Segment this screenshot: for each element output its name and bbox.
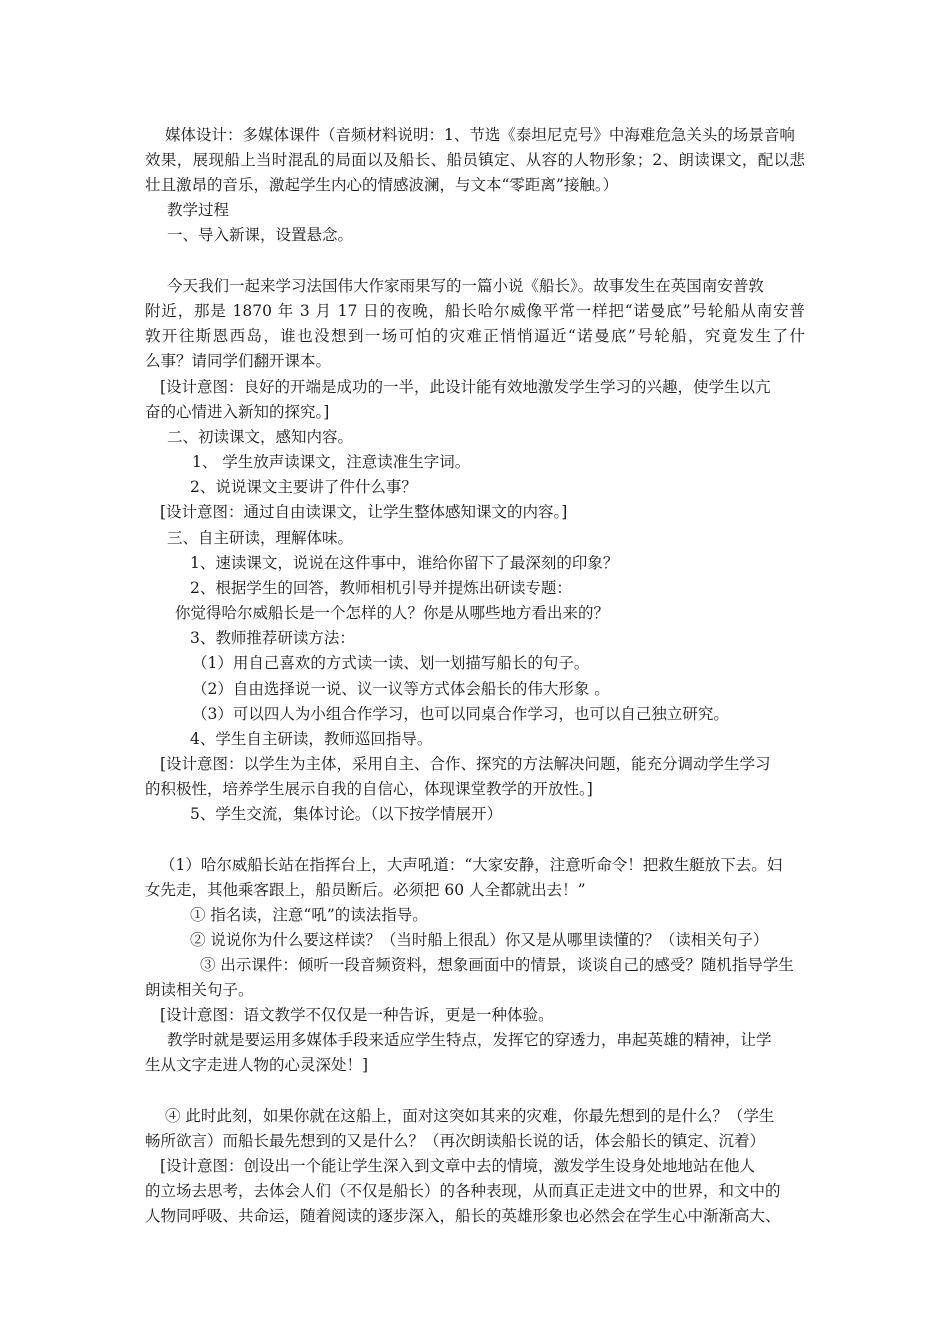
design-intent-1-line-2: 奋的心情进入新知的探究。]	[145, 403, 330, 421]
media-design-line-2: 效果，展现船上当时混乱的局面以及船长、船员镇定、从容的人物形象；2、朗读课文，配以悲	[145, 151, 805, 169]
step-2-2: 2、说说课文主要讲了件什么事？	[190, 478, 417, 496]
design-intent-3-line-2: 的积极性，培养学生展示自我的自信心，体现课堂教学的开放性。]	[145, 780, 593, 798]
step-3-1: 1、速读课文，说说在这件事中，谁给你留下了最深刻的印象？	[190, 554, 619, 572]
design-intent-4-line-2: 教学时就是要运用多媒体手段来适应学生特点，发挥它的穿透力，串起英雄的精神，让学	[167, 1031, 772, 1049]
activity-4-line-2: 畅所欲言）而船长最先想到的又是什么？（再次朗读船长说的话，体会船长的镇定、沉着）	[145, 1132, 766, 1150]
research-topic: 你觉得哈尔威船长是一个怎样的人？你是从哪些地方看出来的？	[175, 604, 610, 622]
design-intent-5-line-2: 的立场去思考，去体会人们（不仅是船长）的各种表现，从而真正走进文中的世界，和文中的	[145, 1182, 781, 1200]
intro-line-4: 么事？请同学们翻开课本。	[145, 352, 332, 370]
section-heading-teaching-process: 教学过程	[167, 201, 230, 219]
method-1: （1）用自己喜欢的方式读一读、划一划描写船长的句子。	[192, 654, 590, 672]
intro-line-1: 今天我们一起来学习法国伟大作家雨果写的一篇小说《船长》。故事发生在英国南安普敦	[167, 277, 764, 295]
activity-4-line-1: ④ 此时此刻，如果你就在这船上，面对这突如其来的灾难，你最先想到的是什么？（学生	[165, 1107, 775, 1125]
method-2: （2）自由选择说一说、议一议等方式体会船长的伟大形象 。	[192, 680, 610, 698]
section-heading-3: 三、自主研读，理解体味。	[167, 529, 354, 547]
media-design-line-1: 媒体设计：多媒体课件（音频材料说明：1、节选《泰坦尼克号》中海难危急关头的场景音响	[165, 126, 795, 144]
quote-line-1: （1）哈尔威船长站在指挥台上，大声吼道：“大家安静，注意听命令！把救生艇放下去。妇	[160, 856, 783, 874]
design-intent-4-line-3: 生从文字走进人物的心灵深处！]	[145, 1056, 369, 1074]
quote-line-2: 女先走，其他乘客跟上，船员断后。必须把 60 人全都就出去！”	[145, 881, 586, 899]
activity-3-line-2: 朗读相关句子。	[145, 981, 254, 999]
step-3-5: 5、学生交流，集体讨论。（以下按学情展开）	[190, 805, 503, 823]
design-intent-5-line-3: 人物同呼吸、共命运，随着阅读的逐步深入，船长的英雄形象也必然会在学生心中渐渐高大、	[145, 1207, 781, 1225]
step-3-3: 3、教师推荐研读方法：	[190, 629, 355, 647]
activity-3-line-1: ③ 出示课件：倾听一段音频资料，想象画面中的情景，谈谈自己的感受？随机指导学生	[200, 956, 794, 974]
design-intent-2: [设计意图：通过自由读课文，让学生整体感知课文的内容。]	[160, 503, 568, 521]
activity-1: ① 指名读，注意“吼”的读法指导。	[190, 906, 428, 924]
media-design-line-3: 壮且激昂的音乐，激起学生内心的情感波澜，与文本“零距离”接触。）	[145, 176, 619, 194]
section-heading-2: 二、初读课文，感知内容。	[167, 428, 354, 446]
section-heading-1: 一、导入新课，设置悬念。	[167, 226, 354, 244]
design-intent-1-line-1: [设计意图：良好的开端是成功的一半，此设计能有效地激发学生学习的兴趣，使学生以亢	[160, 378, 771, 396]
step-3-2: 2、根据学生的回答，教师相机引导并提炼出研读专题：	[190, 579, 572, 597]
intro-line-2: 附近，那是 1870 年 3 月 17 日的夜晚，船长哈尔威像平常一样把“诺曼底”号轮船从南安普	[145, 302, 805, 320]
intro-line-3: 敦开往斯恩西岛，谁也没想到一场可怕的灾难正悄悄逼近“诺曼底”号轮船，究竟发生了什	[145, 327, 805, 345]
method-3: （3）可以四人为小组合作学习，也可以同桌合作学习，也可以自己独立研究。	[192, 705, 729, 723]
design-intent-5-line-1: [设计意图：创设出一个能让学生深入到文章中去的情境，激发学生设身处地地站在他人	[160, 1157, 756, 1175]
step-3-4: 4、学生自主研读，教师巡回指导。	[190, 730, 433, 748]
step-2-1: 1、 学生放声读课文，注意读准生字词。	[192, 453, 471, 471]
activity-2: ② 说说你为什么要这样读？（当时船上很乱）你又是从哪里读懂的？（读相关句子）	[190, 931, 769, 949]
design-intent-4-line-1: [设计意图：语文教学不仅仅是一种告诉，更是一种体验。	[160, 1006, 554, 1024]
design-intent-3-line-1: [设计意图：以学生为主体，采用自主、合作、探究的方法解决问题，能充分调动学生学习	[160, 755, 771, 773]
